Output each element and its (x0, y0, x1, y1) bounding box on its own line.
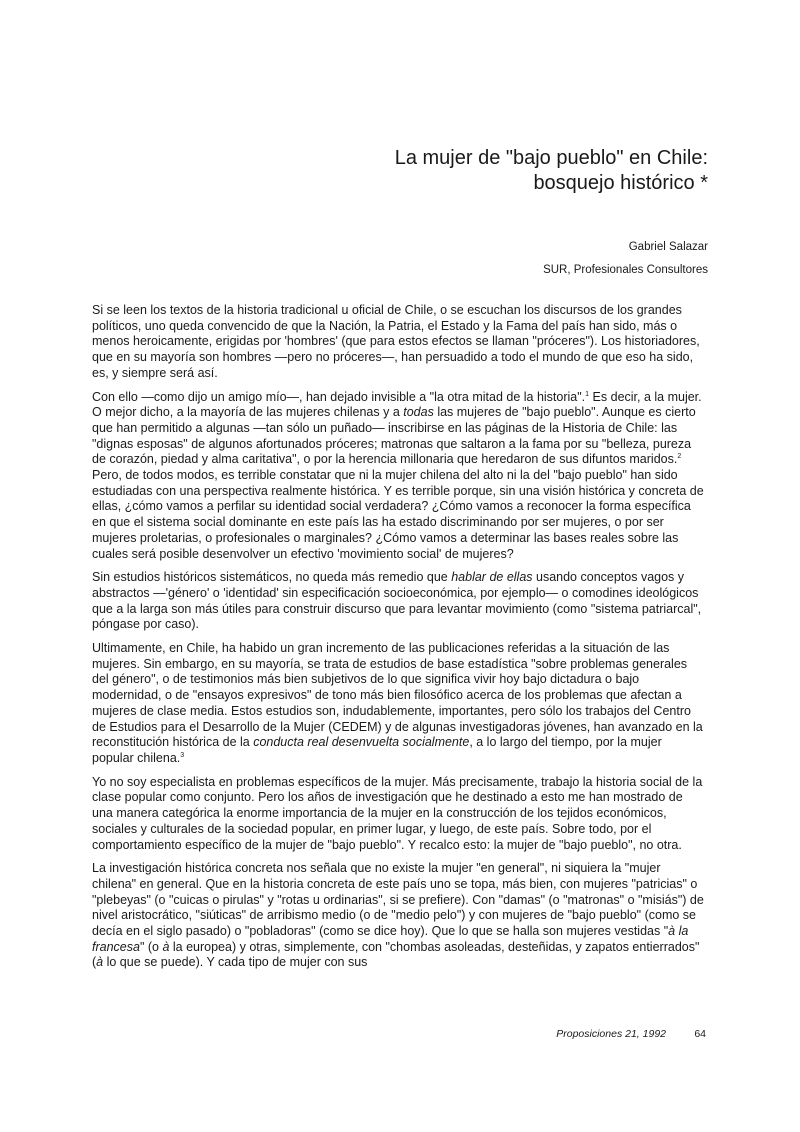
footnote-ref-2: 2 (677, 453, 682, 461)
author-name: Gabriel Salazar (628, 241, 708, 253)
paragraph-6-text-b: " (o (139, 939, 163, 954)
paragraph-1: Si se leen los textos de la historia tradicional u oficial de Chile, o se escuchan los discursos de los grandes políticos, uno queda convencido de que la Nación, la Patria, el Estado y la Fama del país han sido, más o menos heroicamente, erigidas por 'hombres' (que para estos efectos se llaman "próceres"). Los historiadores, que en su mayoría son hombres —pero no próceres—, han persuadido a todo el mundo de que eso ha sido, es, y siempre será así. (92, 303, 700, 380)
footnote-ref-1: 1 (585, 390, 590, 398)
paragraph-4-text-a: Ultimamente, en Chile, ha habido un gran incremento de las publicaciones referidas a la situación de las mujeres. Sin embargo, en su mayoría, se trata de estudios de base estadística "sobre problemas generales del género", o de testimonios más bien subjetivos de lo que significa vivir hoy bajo dictadura o bajo modernidad, o de "ensayos expresivos" de tono más bien filosófico acerca de los problemas que afectan a mujeres de clase media. Estos estudios son, indudablemente, importantes, pero sólo los trabajos del Centro de Estudios para el Desarrollo de la Mujer (CEDEM) y de algunas investigadoras jóvenes, han avanzado en la reconstitución histórica de la (92, 641, 703, 750)
title-line-2: bosquejo histórico * (533, 172, 708, 194)
paragraph-3-emphasis: hablar de ellas (451, 570, 533, 585)
paragraph-2-emphasis: todas (403, 405, 434, 420)
author-affiliation: SUR, Profesionales Consultores (543, 264, 708, 276)
footnote-ref-3: 3 (180, 751, 185, 759)
paragraph-6-emphasis-1: à la francesa (92, 924, 689, 954)
paragraph-4 (92, 641, 706, 767)
paragraph-6 (92, 861, 706, 971)
paragraph-6-text-d: lo que se puede). Y cada tipo de mujer con sus (103, 955, 368, 970)
paragraph-6-emphasis-3: à (96, 955, 104, 970)
paragraph-2-text-b: Es decir, a la mujer. O mejor dicho, a la mayoría de las mujeres chilenas y a (92, 389, 702, 420)
page-number: 64 (694, 1028, 706, 1040)
paragraph-3-text-a: Sin estudios históricos sistemáticos, no queda más remedio que (92, 570, 452, 585)
paragraph-2 (92, 390, 706, 563)
paragraph-5: Yo no soy especialista en problemas específicos de la mujer. Más precisamente, trabajo la historia social de la clase popular como conjunto. Pero los años de investigación que he destinado a esto me han mostrado de una manera categórica la enorme importancia de la mujer en la construcción de los tejidos económicos, sociales y culturales de la sociedad popular, en primer lugar, y luego, de este país. Sobre todo, por el comportamiento específico de la mujer de "bajo pueblo". Y recalco esto: la mujer de "bajo pueblo", no otra. (92, 774, 703, 852)
title-line-1: La mujer de "bajo pueblo" en Chile: (394, 147, 708, 169)
paragraph-6-emphasis-2: à (162, 939, 170, 954)
journal-citation: Proposiciones 21, 1992 (556, 1028, 666, 1040)
article-title (148, 146, 708, 196)
article-body (92, 303, 706, 979)
paragraph-2-text-a: Con ello —como dijo un amigo mío—, han dejado invisible a "la otra mitad de la historia". (92, 389, 586, 404)
paragraph-4-text-b: , a lo largo del tiempo, por la mujer popular chilena. (92, 735, 662, 765)
paragraph-4-emphasis: conducta real desenvuelta socialmente (253, 735, 470, 750)
paragraph-6-text-c: la europea) y otras, simplemente, con "chombas asoleadas, desteñidas, y zapatos entierrados" ( (92, 939, 700, 970)
paragraph-2-text-c: las mujeres de "bajo pueblo". Aunque es cierto que han permitido a algunas —tan sólo un puñado— inscribirse en las páginas de la Historia de Chile: las "dignas esposas" de algunos afortunados próceres; matronas que saltaron a la fama por su "belleza, pureza de corazón, piedad y alma caritativa", o por la herencia millonaria que heredaron de sus difuntos maridos. (92, 405, 696, 467)
author-block (308, 236, 708, 282)
paragraph-3 (92, 570, 706, 633)
paragraph-6-text-a: La investigación histórica concreta nos señala que no existe la mujer "en general", ni siquiera la "mujer chilena" en general. Que en la historia concreta de este país uno se topa, más bien, con mujeres "patricias" o "plebeyas" (o "cuicas o pirulas" y "rotas u ordinarias", si se prefiere). Con "damas" (o "matronas" o "misiás") de nivel aristocrático, "siúticas" de arribismo medio (o de "medio pelo") y con mujeres de "bajo pueblo" (como se decía en el siglo pasado) o "pobladoras" (como se dice hoy). Que lo que se halla son mujeres vestidas " (92, 861, 704, 939)
paragraph-2-text-d: Pero, de todos modos, es terrible constatar que ni la mujer chilena del alto ni la del "bajo pueblo" han sido estudiadas con una perspectiva realmente histórica. Y es terrible porque, sin una visión histórica y concreta de ellas, ¿cómo vamos a perfilar su identidad social verdadera? ¿Cómo vamos a reconocer la forma específica en que el sistema social dominante en este país las ha estado discriminando por ser mujeres, o por ser mujeres proletarias, o profesionales o marginales? ¿Cómo vamos a determinar las bases reales sobre las cuales será posible desenvolver un efectivo 'movimiento social' de mujeres? (92, 468, 704, 561)
paragraph-3-text-b: usando conceptos vagos y abstractos —'género' o 'identidad' sin especificación socioeconómica, por ejemplo— o comodines ideológicos que a la larga son más útiles para construir discurso que para levantar movimiento (como "sistema patriarcal", póngase por caso). (92, 570, 702, 632)
